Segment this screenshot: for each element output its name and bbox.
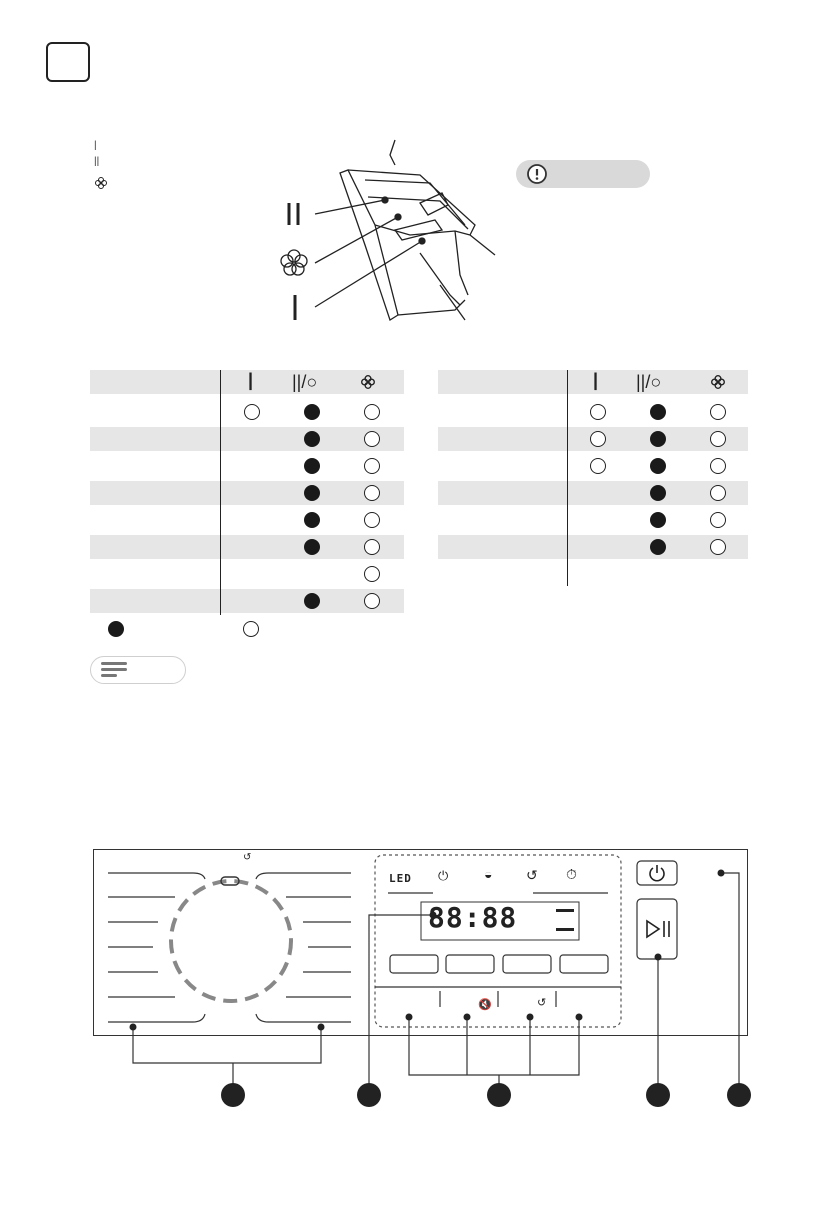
dot-filled bbox=[304, 485, 320, 501]
dot-open bbox=[364, 593, 380, 609]
control-panel-drawing bbox=[93, 849, 753, 1119]
dot-open bbox=[710, 512, 726, 528]
right-dosage-table bbox=[438, 370, 748, 586]
dot-filled bbox=[304, 539, 320, 555]
header-softener-icon bbox=[710, 374, 726, 390]
table-row bbox=[90, 370, 404, 394]
dot-filled bbox=[650, 539, 666, 555]
callout-3 bbox=[487, 1083, 511, 1107]
note-badge bbox=[90, 656, 186, 684]
dot-filled bbox=[650, 512, 666, 528]
dot-filled bbox=[304, 458, 320, 474]
header-compartment-II-liquid: ||/○ bbox=[636, 372, 662, 392]
header-softener-icon bbox=[360, 374, 376, 390]
dot-filled bbox=[650, 485, 666, 501]
table-row bbox=[90, 562, 404, 586]
left-dosage-table bbox=[90, 370, 404, 615]
dot-open bbox=[364, 485, 380, 501]
display-digits: 88:88 bbox=[428, 901, 518, 934]
dot-open bbox=[710, 431, 726, 447]
led-label: LED bbox=[389, 872, 412, 885]
table-row bbox=[90, 454, 404, 478]
table-row bbox=[90, 589, 404, 613]
legend-compartment-I: | bbox=[94, 140, 97, 151]
legend-compartment-II: || bbox=[94, 156, 100, 167]
table-row bbox=[90, 535, 404, 559]
dot-open bbox=[244, 404, 260, 420]
note-lines-icon bbox=[101, 662, 129, 678]
program-icon: ↺ bbox=[243, 852, 252, 863]
header-compartment-I: | bbox=[593, 370, 599, 390]
legend-filled-circle bbox=[108, 621, 124, 637]
dot-open bbox=[710, 458, 726, 474]
callout-4 bbox=[646, 1083, 670, 1107]
dot-open bbox=[710, 539, 726, 555]
table-divider bbox=[220, 370, 221, 615]
callout-1 bbox=[221, 1083, 245, 1107]
header-compartment-I: | bbox=[248, 370, 254, 390]
dot-filled bbox=[304, 431, 320, 447]
dot-filled bbox=[304, 404, 320, 420]
temperature-icon: ◒ bbox=[484, 866, 493, 882]
warning-badge bbox=[516, 160, 650, 188]
dot-open bbox=[364, 431, 380, 447]
delay-icon: ↺ bbox=[526, 867, 538, 883]
table-row bbox=[90, 508, 404, 532]
dot-open bbox=[364, 512, 380, 528]
dot-open bbox=[710, 485, 726, 501]
table-row bbox=[90, 427, 404, 451]
display-bar-bottom bbox=[556, 928, 574, 931]
dot-open bbox=[590, 431, 606, 447]
legend-open-circle bbox=[243, 621, 259, 637]
table-divider bbox=[567, 370, 568, 586]
mute-icon: 🔇 bbox=[478, 999, 492, 1011]
dot-open bbox=[590, 458, 606, 474]
delay-button-icon: ↺ bbox=[537, 997, 547, 1009]
callout-2 bbox=[357, 1083, 381, 1107]
table-row bbox=[438, 481, 748, 505]
header-compartment-II-liquid: ||/○ bbox=[292, 372, 318, 392]
display-bar-top bbox=[556, 909, 574, 912]
section-marker-box bbox=[46, 42, 90, 82]
exclamation-icon bbox=[526, 163, 548, 185]
dot-open bbox=[710, 404, 726, 420]
dot-filled bbox=[650, 431, 666, 447]
dot-open bbox=[364, 458, 380, 474]
dot-filled bbox=[650, 458, 666, 474]
table-row bbox=[90, 481, 404, 505]
callout-5 bbox=[727, 1083, 751, 1107]
legend-softener-icon bbox=[94, 176, 108, 195]
dot-open bbox=[364, 566, 380, 582]
dot-filled bbox=[304, 512, 320, 528]
dot-open bbox=[364, 539, 380, 555]
dot-filled bbox=[304, 593, 320, 609]
table-row bbox=[438, 508, 748, 532]
detergent-drawer-illustration bbox=[270, 135, 500, 325]
dot-open bbox=[590, 404, 606, 420]
timer-icon: ⏱ bbox=[566, 866, 577, 882]
table-row bbox=[438, 535, 748, 559]
dot-filled bbox=[650, 404, 666, 420]
power-save-icon: ⏻ bbox=[438, 868, 449, 883]
dot-open bbox=[364, 404, 380, 420]
